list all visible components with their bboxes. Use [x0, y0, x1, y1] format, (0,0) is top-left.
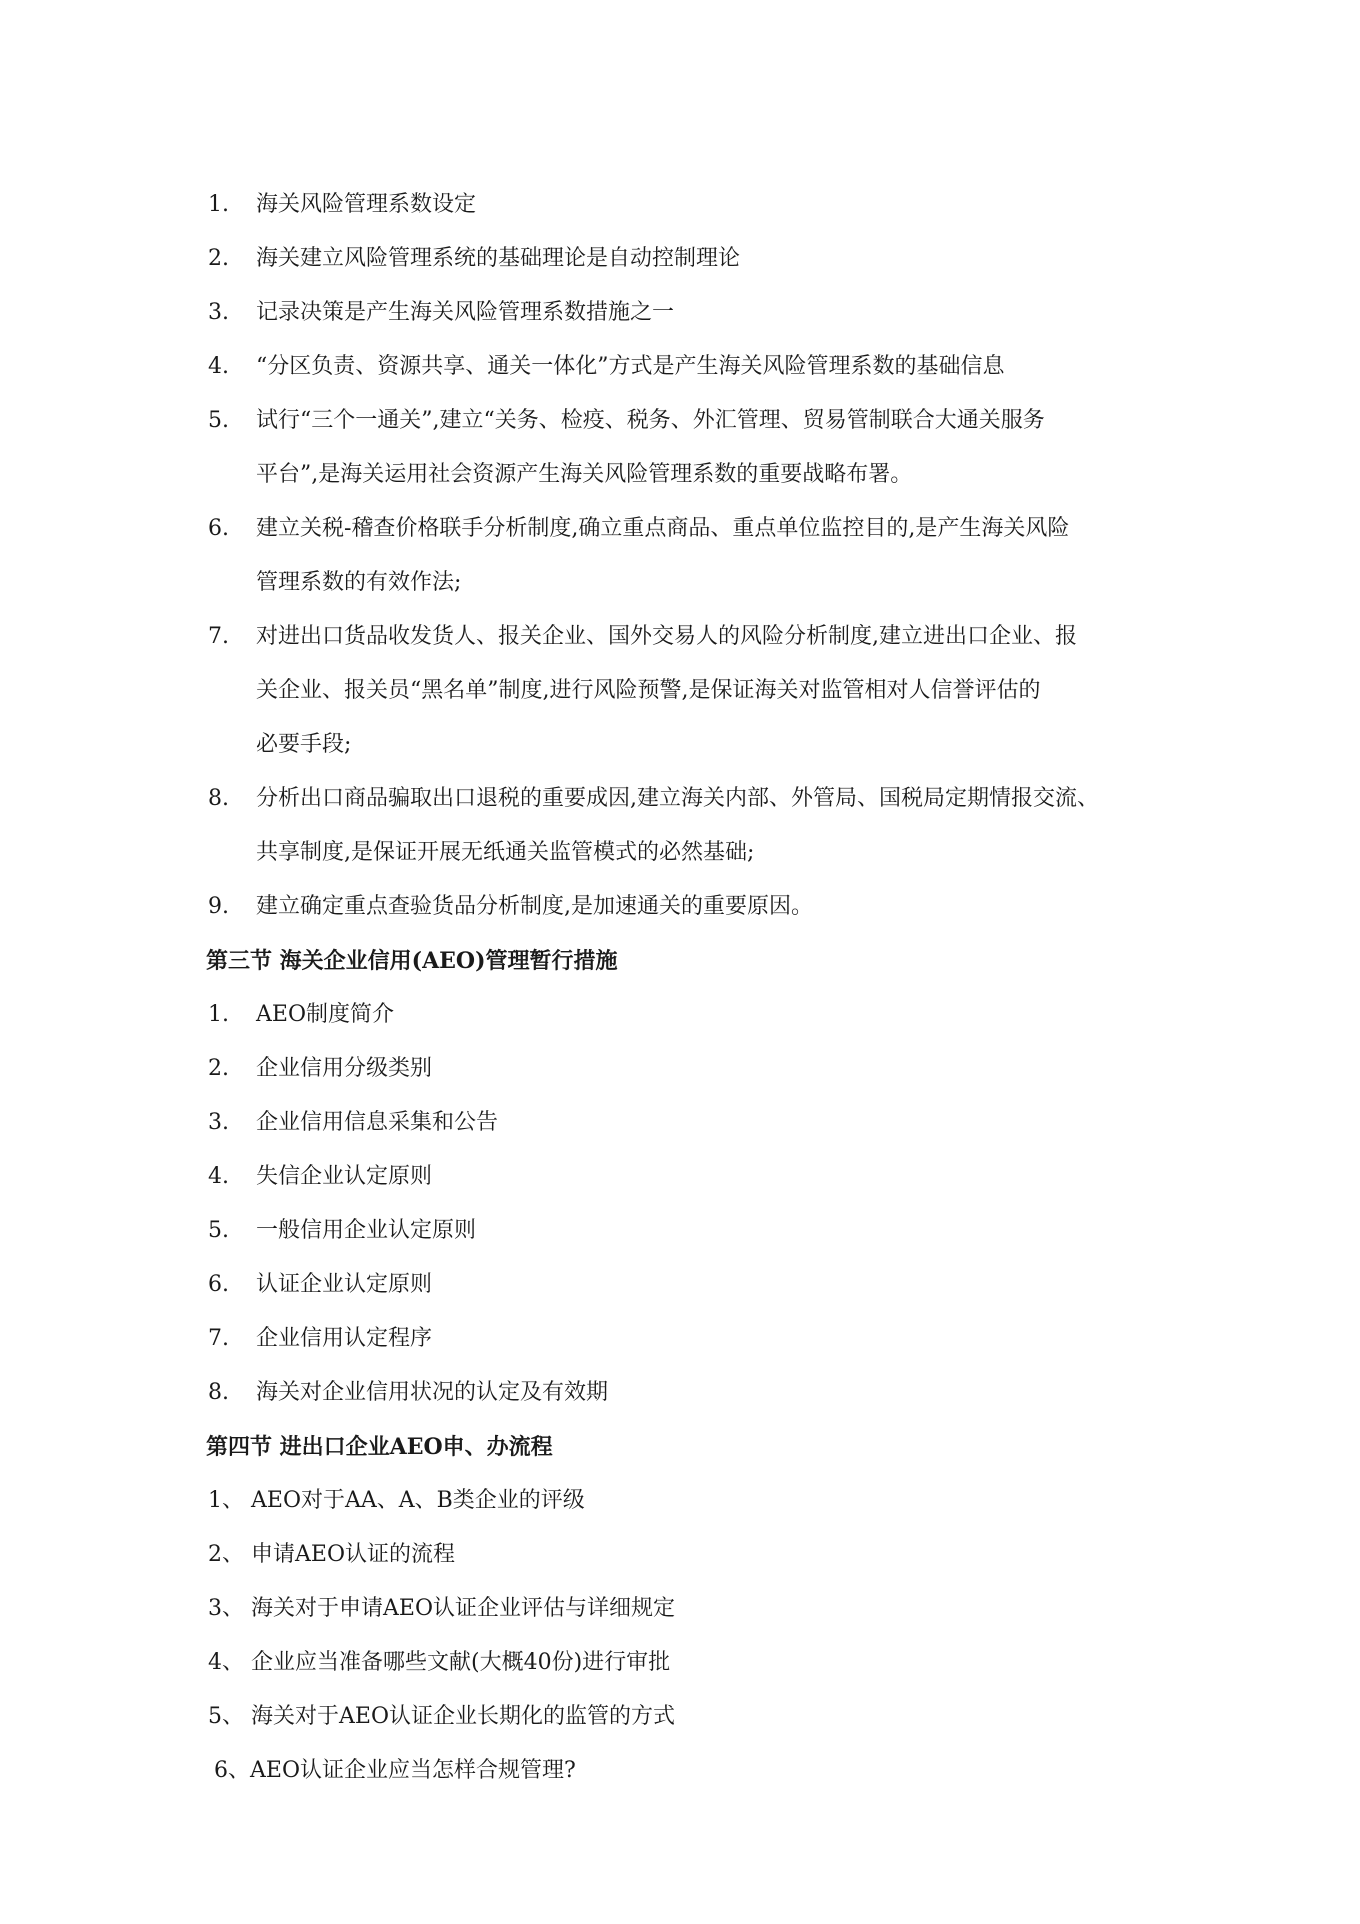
list-item [208, 232, 1168, 286]
list-number: 7. [208, 1326, 229, 1351]
list-number: 8. [208, 786, 229, 811]
text-line: “分区负责、资源共享、通关一体化”方式是产生海关风险管理系数的基础信息 [256, 354, 1005, 379]
list-number: 8. [208, 1380, 229, 1405]
list-item [208, 1366, 1168, 1420]
list-number: 1. [208, 1002, 229, 1027]
list-text: 一般信用企业认定原则 [256, 1218, 477, 1243]
list-text [256, 502, 1168, 610]
list-text: 认证企业认定原则 [256, 1272, 433, 1297]
text-line: 管理系数的有效作法; [256, 570, 462, 595]
list-item [208, 610, 1168, 772]
list-text: 企业信用分级类别 [256, 1056, 433, 1081]
text-line: 分析出口商品骗取出口退税的重要成因,建立海关内部、外管局、国税局定期情报交流、 [256, 786, 1099, 811]
section4-heading: 第四节 进出口企业AEO申、办流程 [206, 1434, 553, 1460]
list-text [256, 880, 1168, 934]
list-text: 海关对企业信用状况的认定及有效期 [256, 1380, 609, 1405]
list-item [208, 502, 1168, 610]
list-number: 1. [208, 192, 229, 217]
list-text [256, 772, 1168, 880]
list-number: 4. [208, 354, 229, 379]
list-item: 1、 AEO对于AA、A、B类企业的评级 [208, 1488, 585, 1513]
list-item [208, 340, 1168, 394]
list-text [256, 340, 1168, 394]
list-number: 4. [208, 1164, 229, 1189]
list-item [208, 772, 1168, 880]
section2-list [0, 178, 1360, 934]
text-line: 记录决策是产生海关风险管理系数措施之一 [256, 300, 675, 325]
list-text [256, 232, 1168, 286]
section4-list [0, 1474, 1360, 1798]
list-number: 3. [208, 300, 229, 325]
list-item: 6、AEO认证企业应当怎样合规管理? [214, 1758, 576, 1783]
section3-heading: 第三节 海关企业信用(AEO)管理暂行措施 [206, 948, 618, 974]
text-line: 平台”,是海关运用社会资源产生海关风险管理系数的重要战略布署。 [256, 462, 913, 487]
list-item [208, 1312, 1168, 1366]
list-item: 2、 申请AEO认证的流程 [208, 1542, 455, 1567]
list-item [208, 1258, 1168, 1312]
list-number: 5. [208, 408, 229, 433]
list-text: 企业信用信息采集和公告 [256, 1110, 499, 1135]
list-text: 失信企业认定原则 [256, 1164, 433, 1189]
text-line: 建立确定重点查验货品分析制度,是加速通关的重要原因。 [256, 894, 813, 919]
list-item [208, 1150, 1168, 1204]
text-line: 海关风险管理系数设定 [256, 192, 477, 217]
list-text [256, 178, 1168, 232]
text-line: 必要手段; [256, 732, 352, 757]
list-item [208, 988, 1168, 1042]
list-item [208, 394, 1168, 502]
list-item [208, 1204, 1168, 1258]
text-line: 关企业、报关员“黑名单”制度,进行风险预警,是保证海关对监管相对人信誉评估的 [256, 678, 1041, 703]
list-item: 5、 海关对于AEO认证企业长期化的监管的方式 [208, 1704, 675, 1729]
list-text [256, 286, 1168, 340]
list-text: AEO制度简介 [256, 1002, 394, 1027]
list-item: 4、 企业应当准备哪些文献(大概40份)进行审批 [208, 1650, 671, 1675]
text-line: 海关建立风险管理系统的基础理论是自动控制理论 [256, 246, 741, 271]
list-number: 6. [208, 516, 229, 541]
list-item [208, 286, 1168, 340]
list-text: 企业信用认定程序 [256, 1326, 433, 1351]
list-item [208, 178, 1168, 232]
list-number: 2. [208, 1056, 229, 1081]
text-line: 共享制度,是保证开展无纸通关监管模式的必然基础; [256, 840, 755, 865]
list-text [256, 610, 1168, 772]
list-item [208, 1042, 1168, 1096]
text-line: 试行“三个一通关”,建立“关务、检疫、税务、外汇管理、贸易管制联合大通关服务 [256, 408, 1045, 433]
section3-list [0, 988, 1360, 1420]
list-number: 7. [208, 624, 229, 649]
list-text [256, 394, 1168, 502]
list-number: 9. [208, 894, 229, 919]
text-line: 建立关税-稽查价格联手分析制度,确立重点商品、重点单位监控目的,是产生海关风险 [256, 516, 1070, 541]
list-number: 3. [208, 1110, 229, 1135]
list-number: 6. [208, 1272, 229, 1297]
list-number: 2. [208, 246, 229, 271]
text-line: 对进出口货品收发货人、报关企业、国外交易人的风险分析制度,建立进出口企业、报 [256, 624, 1077, 649]
list-item [208, 880, 1168, 934]
list-number: 5. [208, 1218, 229, 1243]
list-item [208, 1096, 1168, 1150]
list-item: 3、 海关对于申请AEO认证企业评估与详细规定 [208, 1596, 675, 1621]
